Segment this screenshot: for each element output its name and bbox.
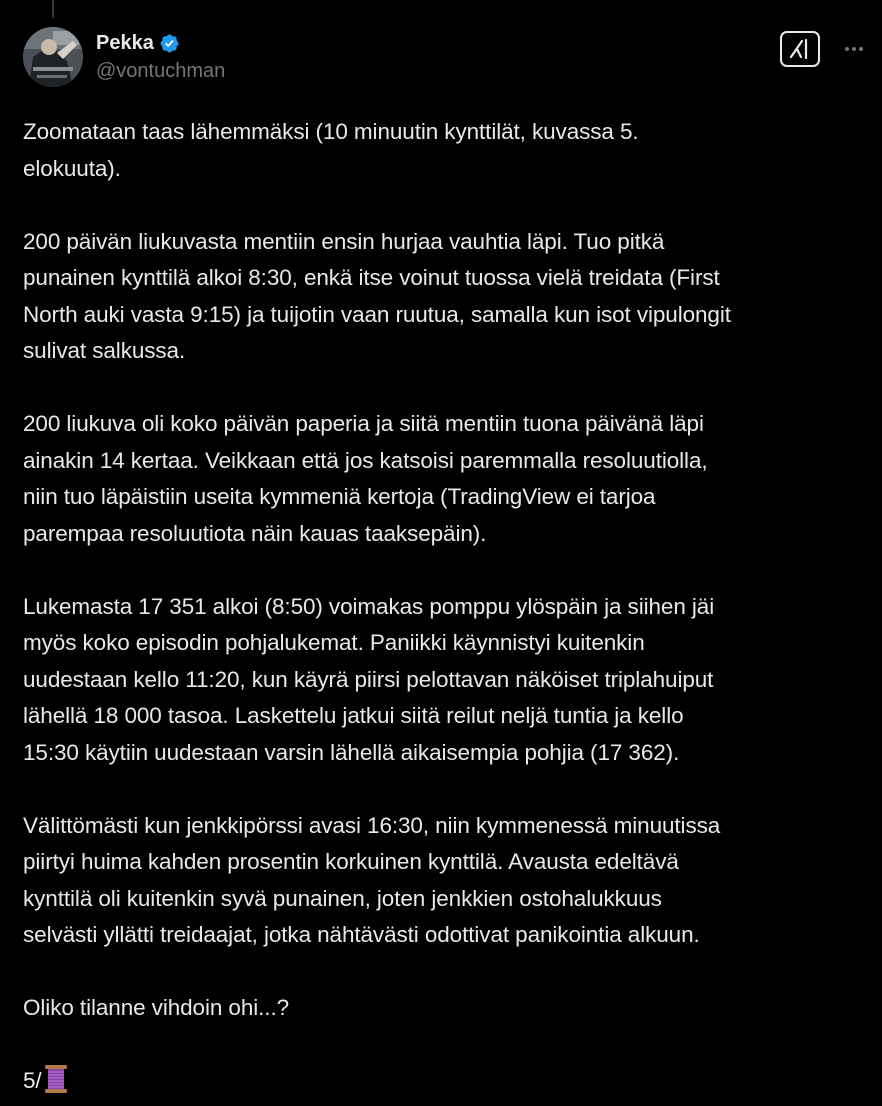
tweet-header [23,27,868,87]
avatar[interactable] [23,27,83,87]
author-handle[interactable]: @vontuchman [96,60,226,82]
tweet-text [23,114,873,1100]
more-horizontal-icon[interactable] [840,35,868,63]
tweet-paragraph-4: Lukemasta 17 351 alkoi (8:50) voimakas pomppu ylöspäin ja siihen jäi myös koko episodin pohjalukemat. Paniikki käynnistyi kuitenkin uudestaan kello 11:20, kun käyrä piirsi pelottavan näköiset triplahuiput lähellä 18 000 tasoa. Laskettelu jatkui siitä reilut neljä tuntia ja kello 15:30 käytiin uudestaan varsin lähellä aikaisempia pohjia (17 362). [23,593,715,765]
author-identity [96,31,225,83]
grok-icon [788,37,812,61]
tweet-paragraph-3: 200 liukuva oli koko päivän paperia ja siitä mentiin tuona päivänä läpi ainakin 14 kertaa. Veikkaan että jos katsoisi paremmalla resoluutiolla, niin tuo läpäistiin useita kymmeniä kertoja (TradingView ei tarjoa parempaa resoluutiota näin kauas taaksepäin). [23,411,708,546]
thread-counter-line [23,1063,873,1100]
tweet-paragraph-6: Oliko tilanne vihdoin ohi...? [23,995,290,1020]
verified-badge-icon [159,33,180,54]
display-name[interactable]: Pekka [96,31,154,54]
thread-counter: 5/ [23,1068,42,1093]
tweet-paragraph-1: Zoomataan taas lähemmäksi (10 minuutin kynttilät, kuvassa 5. elokuuta). [23,119,639,181]
name-row [96,31,225,55]
tweet-paragraph-2: 200 päivän liukuvasta mentiin ensin hurjaa vauhtia läpi. Tuo pitkä punainen kynttilä alkoi 8:30, enkä itse voinut tuossa vielä treidata (First North auki vasta 9:15) ja tuijotin vaan ruutua, samalla kun isot vipulongit sulivat salkussa. [23,228,731,363]
thread-connector-line [52,0,54,18]
spool-of-thread-icon [43,1064,69,1094]
tweet-paragraph-5: Välittömästi kun jenkkipörssi avasi 16:30, niin kymmenessä minuutissa piirtyi huima kahden prosentin korkuinen kynttilä. Avausta edeltävä kynttilä oli kuitenkin syvä punainen, joten jenkkien ostohalukkuus selvästi yllätti treidaajat, jotka nähtävästi odottivat panikointia alkuun. [23,812,721,947]
grok-button[interactable] [780,31,820,67]
